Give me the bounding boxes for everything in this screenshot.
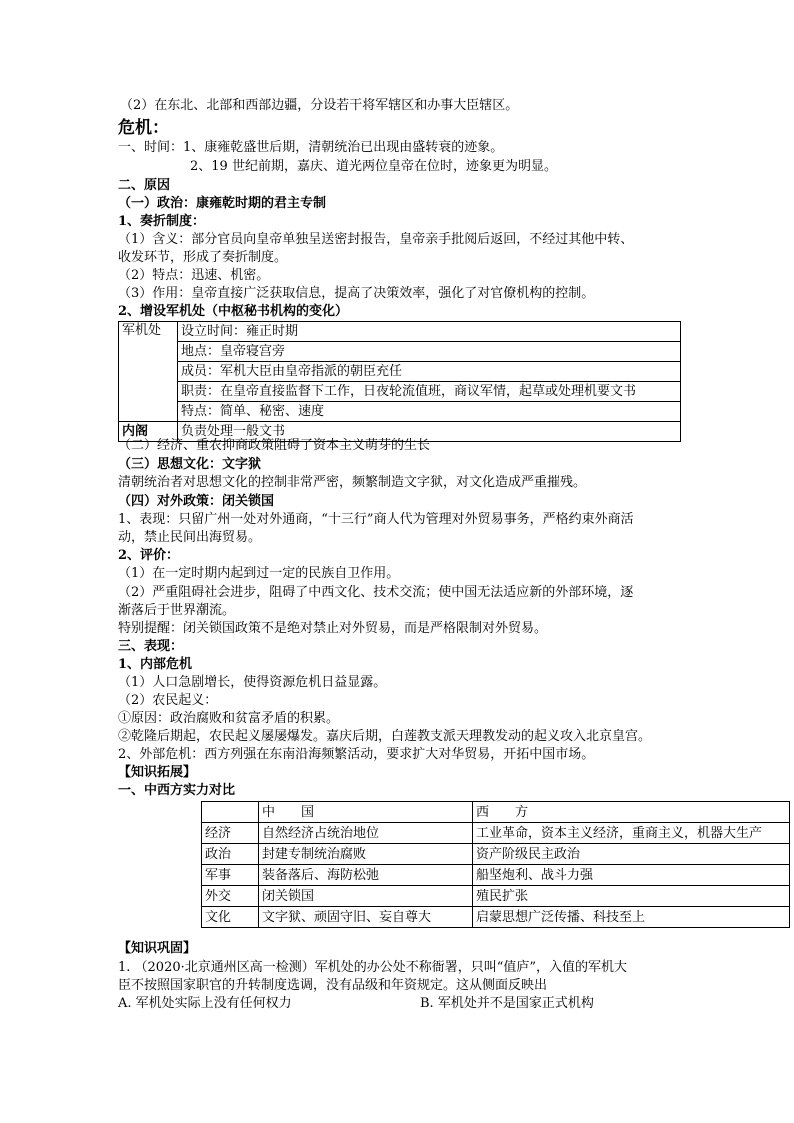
heading-line: （四）对外政策：闭关锁国 (118, 494, 275, 509)
table-cell: 文字狱、顽固守旧、妄自尊大 (259, 907, 473, 928)
table-cell: 成员：军机大臣由皇帝指派的朝臣充任 (178, 362, 681, 382)
text-line: （2）特点：迅速、机密。 (118, 268, 270, 283)
text-line: （1）含义：部分官员向皇帝单独呈送密封报告，皇帝亲手批阅后返回，不经过其他中转、 (118, 232, 634, 247)
text-line: 一、时间：1、康雍乾盛世后期，清朝统治已出现由盛转衰的迹象。 (118, 140, 504, 155)
table-cell: 资产阶级民主政治 (473, 844, 790, 865)
text-line: 1. （2020·北京通州区高一检测）军机处的办公处不称衙署，只叫“值庐”，入值的军机大 (118, 960, 628, 975)
table-cell: 职责：在皇帝直接监督下工作，日夜轮流值班，商议军情，起草或处理机要文书 (178, 382, 681, 402)
text-line: 动，禁止民间出海贸易。 (118, 530, 262, 545)
text-line: （1）人口急剧增长，使得资源危机日益显露。 (118, 675, 387, 690)
table-cell: 负责处理一般文书 (178, 422, 681, 442)
table-cell: 封建专制统治腐败 (259, 844, 473, 865)
heading-line: 1、内部危机 (118, 657, 193, 672)
text-line: 收发环节，形成了奏折制度。 (118, 250, 288, 265)
text-line: （二）经济、重农抑商政策阻碍了资本主义萌芽的生长 (118, 438, 431, 453)
option-b: B. 军机处并不是国家正式机构 (420, 996, 594, 1011)
heading-line: 【知识巩固】 (118, 941, 197, 956)
compare-table (201, 801, 790, 928)
text-line: 1、表现：只留广州一处对外通商，“十三行”商人代为管理对外贸易事务，严格约束外商活 (118, 512, 634, 527)
heading-line: 1、奏折制度： (118, 214, 206, 229)
heading-line: 二、原因 (118, 178, 171, 193)
text-line: ②乾隆后期起，农民起义屡屡爆发。嘉庆后期，白莲教支派天理教发动的起义攻入北京皇宫。 (118, 729, 652, 744)
text-line: 清朝统治者对思想文化的控制非常严密，频繁制造文字狱，对文化造成严重摧残。 (118, 475, 587, 490)
header-cell (202, 802, 259, 823)
heading-line: （三）思想文化：文字狱 (118, 457, 262, 472)
table-cell: 装备落后、海防松弛 (259, 865, 473, 886)
row-label: 政治 (202, 844, 259, 865)
junjichu-table (118, 321, 681, 442)
org-cell: 内阁 (119, 422, 178, 442)
text-line: （2）严重阻碍社会进步，阻碍了中西文化、技术交流；使中国无法适应新的外部环境，逐 (118, 585, 634, 600)
option-a: A. 军机处实际上没有任何权力 (118, 996, 292, 1011)
table-cell: 殖民扩张 (473, 886, 790, 907)
org-cell: 军机处 (119, 322, 178, 422)
text-line: 2、19 世纪前期，嘉庆、道光两位皇帝在位时，迹象更为明显。 (190, 159, 557, 174)
row-label: 外交 (202, 886, 259, 907)
table-cell: 工业革命，资本主义经济，重商主义，机器大生产 (473, 823, 790, 844)
table-cell: 启蒙思想广泛传播、科技至上 (473, 907, 790, 928)
section-heading: 危机： (118, 118, 169, 138)
heading-line: 【知识拓展】 (118, 765, 197, 780)
heading-line: 三、表现： (118, 639, 184, 654)
text-line: 渐落后于世界潮流。 (118, 603, 236, 618)
table-cell: 船坚炮利、战斗力强 (473, 865, 790, 886)
table-cell: 自然经济占统治地位 (259, 823, 473, 844)
heading-line: 2、评价： (118, 548, 180, 563)
row-label: 文化 (202, 907, 259, 928)
text-line: （3）作用：皇帝直接广泛获取信息，提高了决策效率，强化了对官僚机构的控制。 (118, 286, 595, 301)
text-line: 特别提醒：闭关锁国政策不是绝对禁止对外贸易，而是严格限制对外贸易。 (118, 621, 548, 636)
heading-line: 一、中西方实力对比 (118, 783, 236, 798)
heading-line: 2、增设军机处（中枢秘书机构的变化） (118, 304, 349, 319)
text-line: 2、外部危机：西方列强在东南沿海频繁活动，要求扩大对华贸易，开拓中国市场。 (118, 747, 595, 762)
text-line: 臣不按照国家职官的升转制度选调，没有品级和年资规定。这从侧面反映出 (118, 978, 548, 993)
table-cell: 特点：简单、秘密、速度 (178, 402, 681, 422)
row-label: 经济 (202, 823, 259, 844)
row-label: 军事 (202, 865, 259, 886)
heading-line: （一）政治：康雍乾时期的君主专制 (118, 196, 327, 211)
text-line: ①原因：政治腐败和贫富矛盾的积累。 (118, 711, 340, 726)
text-line: （2）农民起义： (118, 693, 218, 708)
header-cell: 中 国 (259, 802, 473, 823)
table-cell: 闭关锁国 (259, 886, 473, 907)
table-cell: 地点：皇帝寝宫旁 (178, 342, 681, 362)
text-line: （2）在东北、北部和西部边疆，分设若干将军辖区和办事大臣辖区。 (120, 98, 519, 113)
header-cell: 西 方 (473, 802, 790, 823)
text-line: （1）在一定时期内起到过一定的民族自卫作用。 (118, 566, 400, 581)
table-cell: 设立时间：雍正时期 (178, 322, 681, 342)
